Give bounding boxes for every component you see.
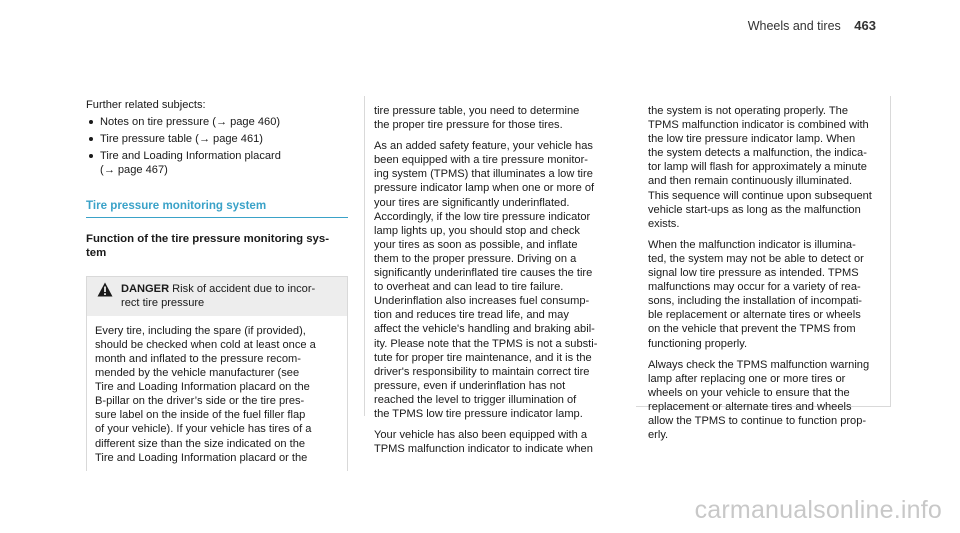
watermark: carmanualsonline.info bbox=[694, 496, 942, 524]
related-item[interactable] bbox=[86, 132, 348, 146]
column-divider bbox=[364, 96, 365, 416]
running-header bbox=[748, 18, 876, 33]
paragraph: When the malfunction indicator is illumina- ted, the system may not be able to detect or signal low tire pressure as intended. TPMS malfunctions may occur for a variety of rea- sons, including the installation of incompati- ble replacement or alternate tires or wheels on the vehicle that prevent the TPMS from functioning properly. bbox=[648, 238, 864, 350]
related-item[interactable] bbox=[86, 115, 348, 129]
body-line: B-pillar on the driver’s side or the tire pres- bbox=[95, 395, 305, 408]
body-line: sure label on the inside of the fuel filler flap bbox=[95, 409, 306, 422]
body-line: month and inflated to the pressure recom- bbox=[95, 352, 301, 365]
danger-body bbox=[87, 316, 347, 471]
column-3 bbox=[648, 104, 888, 449]
column-1 bbox=[86, 98, 348, 471]
related-item[interactable] bbox=[86, 149, 348, 177]
related-subjects-list bbox=[86, 115, 348, 177]
body-line: Tire and Loading Information placard or the bbox=[95, 451, 308, 464]
related-subjects-intro: Further related subjects: bbox=[86, 99, 206, 111]
danger-box bbox=[86, 276, 348, 471]
paragraph: Your vehicle has also been equipped with a TPMS malfunction indicator to indicate when bbox=[374, 429, 593, 456]
body-line: Every tire, including the spare (if provided), bbox=[95, 324, 306, 337]
danger-heading-text: rect tire pressure bbox=[121, 296, 205, 309]
related-item-text: Tire pressure table (→ page 461) bbox=[100, 133, 263, 146]
body-line: different size than the size indicated on the bbox=[95, 437, 306, 450]
paragraph: the system is not operating properly. The TPMS malfunction indicator is combined with the low tire pressure indicator lamp. When the system detects a malfunction, the indica- tor lamp will flash for approximately a minute and then remain continuously illuminated. This sequence will continue upon subsequent vehicle start-ups as long as the malfunction exists. bbox=[648, 105, 872, 230]
section-title: Tire pressure monitoring system bbox=[86, 199, 348, 217]
body-line: mended by the vehicle manufacturer (see bbox=[95, 367, 300, 380]
subsection-title: Function of the tire pressure monitoring sys- tem bbox=[86, 232, 330, 259]
danger-heading bbox=[87, 277, 347, 316]
column-2 bbox=[374, 104, 618, 463]
paragraph: tire pressure table, you need to determine the proper tire pressure for those tires. bbox=[374, 105, 580, 132]
danger-label: DANGER bbox=[121, 282, 170, 295]
paragraph: Always check the TPMS malfunction warning lamp after replacing one or more tires or wheels on your vehicle to ensure that the replacement or alternate tires and wheels allow the TPMS to continue to function prop- erly. bbox=[648, 358, 870, 442]
related-item-text: Notes on tire pressure (→ page 460) bbox=[100, 116, 281, 129]
related-item-text: (→ page 467) bbox=[100, 164, 168, 177]
body-line: Tire and Loading Information placard on the bbox=[95, 381, 310, 394]
paragraph: As an added safety feature, your vehicle has been equipped with a tire pressure monitor- ing system (TPMS) that illuminates a low tire pressure indicator lamp when one or more of your tires are significantly underinflated. Accordingly, if the low tire pressure indicator lamp lights up, you should stop and check your tires as soon as possible, and inflate them to the proper pressure. Driving on a significantly underinflated tire causes the tire to overheat and can lead to tire failure. Underinflation also increases fuel consump- tion and reduces tire tread life, and may affect the vehicle's handling and braking abil- ity. Please note that the TPMS is not a substi- tute for proper tire maintenance, and it is the driver's responsibility to maintain correct tire pressure, even if underinflation has not reached the level to trigger illumination of the TPMS low tire pressure indicator lamp. bbox=[374, 140, 598, 420]
body-line: should be checked when cold at least once a bbox=[95, 338, 316, 351]
page-number: 463 bbox=[854, 18, 876, 33]
danger-heading-text: Risk of accident due to incor- bbox=[172, 282, 316, 295]
body-line: of your vehicle). If your vehicle has tires of a bbox=[95, 423, 312, 436]
section-name: Wheels and tires bbox=[747, 19, 841, 33]
related-item-text: Tire and Loading Information placard bbox=[100, 150, 281, 163]
warning-triangle-icon bbox=[97, 282, 113, 297]
